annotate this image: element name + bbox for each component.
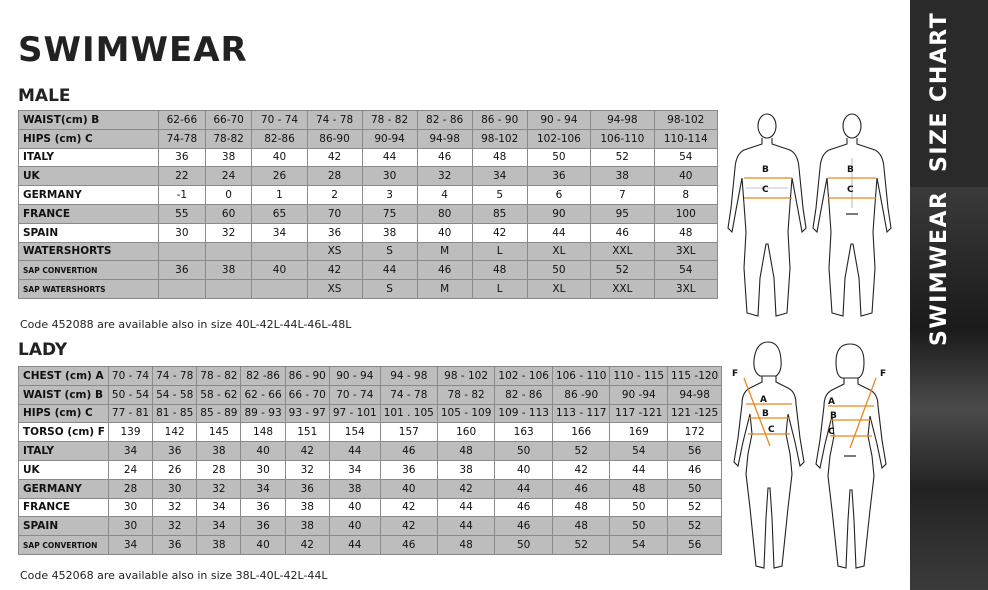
lady-table-cell: 97 - 101 bbox=[329, 404, 380, 423]
lady-table-cell: 42 bbox=[437, 479, 495, 498]
lady-table-row bbox=[19, 460, 722, 479]
lady-table-cell: 105 - 109 bbox=[437, 404, 495, 423]
lady-table-cell: 154 bbox=[329, 423, 380, 442]
lady-front-figure bbox=[734, 342, 804, 568]
male-table-cell: XS bbox=[307, 280, 362, 299]
male-table-cell: 46 bbox=[417, 261, 472, 280]
lady-table-cell: 46 bbox=[668, 460, 722, 479]
male-table-cell: 98-102 bbox=[654, 111, 717, 130]
lady-table-row bbox=[19, 498, 722, 517]
lady-row-label: SAP CONVERTION bbox=[19, 536, 109, 555]
male-table-cell bbox=[205, 280, 252, 299]
lady-row-label: WAIST (cm) B bbox=[19, 385, 109, 404]
lady-table-cell: 89 - 93 bbox=[241, 404, 285, 423]
lady-table-cell: 38 bbox=[285, 498, 329, 517]
male-table-cell: 90-94 bbox=[362, 129, 417, 148]
male-table-cell: 65 bbox=[252, 204, 307, 223]
male-table-cell: XL bbox=[527, 242, 590, 261]
male-row-label: WATERSHORTS bbox=[19, 242, 159, 261]
male-table-cell: 8 bbox=[654, 186, 717, 205]
side-label-size-chart: SIZE CHART bbox=[927, 11, 952, 172]
lady-table-cell: 54 bbox=[610, 536, 668, 555]
lady-table-cell: 44 bbox=[495, 479, 553, 498]
male-table-row bbox=[19, 280, 718, 299]
male-table-cell: 28 bbox=[307, 167, 362, 186]
male-table-cell: L bbox=[472, 280, 527, 299]
lady-row-label: UK bbox=[19, 460, 109, 479]
lady-table-cell: 32 bbox=[285, 460, 329, 479]
lady-table-cell: 40 bbox=[241, 536, 285, 555]
lady-table-cell: 151 bbox=[285, 423, 329, 442]
lady-table-cell: 46 bbox=[495, 517, 553, 536]
male-table-cell: 85 bbox=[472, 204, 527, 223]
lady-table-cell: 44 bbox=[437, 517, 495, 536]
lady-table-row bbox=[19, 479, 722, 498]
lady-table-cell: 48 bbox=[610, 479, 668, 498]
lady-table-cell: 70 - 74 bbox=[108, 367, 152, 386]
lady-table-cell: 74 - 78 bbox=[153, 367, 197, 386]
male-table-cell: XXL bbox=[591, 280, 654, 299]
male-table-cell: 48 bbox=[472, 148, 527, 167]
male-table-row bbox=[19, 167, 718, 186]
lady-table-cell: 32 bbox=[153, 517, 197, 536]
lady-table-cell: 34 bbox=[241, 479, 285, 498]
page-title: SWIMWEAR bbox=[18, 30, 248, 70]
lady-table-cell: 78 - 82 bbox=[437, 385, 495, 404]
male-table-cell bbox=[205, 242, 252, 261]
lady-table-cell: 42 bbox=[285, 536, 329, 555]
lady-table-cell: 90 - 94 bbox=[329, 367, 380, 386]
male-row-label: HIPS (cm) C bbox=[19, 129, 159, 148]
lady-table-row bbox=[19, 442, 722, 461]
lady-table-cell: 142 bbox=[153, 423, 197, 442]
lady-table-cell: 56 bbox=[668, 442, 722, 461]
male-table-cell: XS bbox=[307, 242, 362, 261]
male-table-cell: 38 bbox=[205, 261, 252, 280]
male-table-cell: 95 bbox=[591, 204, 654, 223]
lady-table-cell: 145 bbox=[197, 423, 241, 442]
male-section-title: MALE bbox=[18, 86, 71, 106]
lady-table-cell: 70 - 74 bbox=[329, 385, 380, 404]
lady-table-cell: 32 bbox=[153, 498, 197, 517]
male-table-cell: 34 bbox=[252, 223, 307, 242]
lady-table-cell: 34 bbox=[197, 517, 241, 536]
male-table-cell: 62-66 bbox=[159, 111, 206, 130]
male-table-cell: 74 - 78 bbox=[307, 111, 362, 130]
lady-table-cell: 38 bbox=[197, 442, 241, 461]
male-table-cell: 55 bbox=[159, 204, 206, 223]
male-table-row bbox=[19, 129, 718, 148]
male-row-label: ITALY bbox=[19, 148, 159, 167]
male-table-row bbox=[19, 148, 718, 167]
lady-front-label-b: B bbox=[762, 409, 769, 419]
male-table-cell: M bbox=[417, 242, 472, 261]
male-table-cell: XXL bbox=[591, 242, 654, 261]
lady-table-cell: 148 bbox=[241, 423, 285, 442]
male-table-row bbox=[19, 204, 718, 223]
male-table-cell: 36 bbox=[159, 261, 206, 280]
male-table-cell: 1 bbox=[252, 186, 307, 205]
lady-table-cell: 36 bbox=[285, 479, 329, 498]
lady-back-label-c: C bbox=[828, 427, 835, 437]
lady-table-cell: 36 bbox=[153, 442, 197, 461]
male-table-cell: 40 bbox=[252, 148, 307, 167]
male-table-cell: 3XL bbox=[654, 280, 717, 299]
lady-table-cell: 28 bbox=[197, 460, 241, 479]
male-table-cell: 80 bbox=[417, 204, 472, 223]
lady-table-cell: 40 bbox=[241, 442, 285, 461]
lady-table-cell: 40 bbox=[329, 498, 380, 517]
lady-table-cell: 42 bbox=[285, 442, 329, 461]
male-table-cell: 36 bbox=[159, 148, 206, 167]
male-table-row bbox=[19, 261, 718, 280]
male-table-cell: 44 bbox=[362, 148, 417, 167]
male-table-cell: 54 bbox=[654, 148, 717, 167]
lady-table-cell: 86 - 90 bbox=[285, 367, 329, 386]
lady-table-cell: 94 - 98 bbox=[380, 367, 437, 386]
lady-table-cell: 30 bbox=[241, 460, 285, 479]
lady-table-cell: 46 bbox=[495, 498, 553, 517]
male-table-cell: 2 bbox=[307, 186, 362, 205]
lady-table-cell: 94-98 bbox=[668, 385, 722, 404]
male-back-label-b: B bbox=[847, 165, 854, 175]
lady-table-cell: 28 bbox=[108, 479, 152, 498]
male-table-cell: 94-98 bbox=[417, 129, 472, 148]
male-back-figure bbox=[813, 114, 891, 316]
male-row-label: SPAIN bbox=[19, 223, 159, 242]
male-table-cell: 82-86 bbox=[252, 129, 307, 148]
lady-table-cell: 30 bbox=[108, 517, 152, 536]
lady-table-cell: 81 - 85 bbox=[153, 404, 197, 423]
lady-table-cell: 66 - 70 bbox=[285, 385, 329, 404]
lady-table-cell: 46 bbox=[380, 536, 437, 555]
lady-table-cell: 50 bbox=[668, 479, 722, 498]
male-table-cell: 86-90 bbox=[307, 129, 362, 148]
lady-back-figure bbox=[816, 344, 886, 568]
lady-table-cell: 77 - 81 bbox=[108, 404, 152, 423]
lady-table-cell: 58 - 62 bbox=[197, 385, 241, 404]
male-table-cell: 44 bbox=[527, 223, 590, 242]
male-table-row bbox=[19, 242, 718, 261]
male-table-row bbox=[19, 223, 718, 242]
lady-table-cell: 52 bbox=[552, 442, 610, 461]
lady-table-row bbox=[19, 404, 722, 423]
lady-table-cell: 44 bbox=[437, 498, 495, 517]
lady-table-cell: 163 bbox=[495, 423, 553, 442]
lady-table-cell: 74 - 78 bbox=[380, 385, 437, 404]
lady-table-cell: 40 bbox=[495, 460, 553, 479]
lady-table-cell: 36 bbox=[241, 517, 285, 536]
male-table-cell: 32 bbox=[417, 167, 472, 186]
lady-table-cell: 98 - 102 bbox=[437, 367, 495, 386]
male-table-cell: 102-106 bbox=[527, 129, 590, 148]
lady-table-row bbox=[19, 367, 722, 386]
lady-front-label-c: C bbox=[768, 425, 775, 435]
lady-table-cell: 50 bbox=[495, 536, 553, 555]
lady-table-cell: 48 bbox=[437, 442, 495, 461]
male-table-cell: 3 bbox=[362, 186, 417, 205]
male-table-cell: 40 bbox=[417, 223, 472, 242]
male-table-cell: 38 bbox=[205, 148, 252, 167]
male-row-label: UK bbox=[19, 167, 159, 186]
lady-table-cell: 52 bbox=[668, 498, 722, 517]
male-table-row bbox=[19, 186, 718, 205]
lady-table-cell: 24 bbox=[108, 460, 152, 479]
male-row-label: GERMANY bbox=[19, 186, 159, 205]
lady-body-diagram bbox=[726, 338, 902, 574]
lady-row-label: ITALY bbox=[19, 442, 109, 461]
lady-table-cell: 106 - 110 bbox=[552, 367, 610, 386]
lady-table-cell: 44 bbox=[610, 460, 668, 479]
lady-table-cell: 32 bbox=[197, 479, 241, 498]
lady-row-label: GERMANY bbox=[19, 479, 109, 498]
male-table-cell: 3XL bbox=[654, 242, 717, 261]
lady-table-cell: 50 bbox=[495, 442, 553, 461]
male-table-cell: 5 bbox=[472, 186, 527, 205]
lady-table-cell: 82 -86 bbox=[241, 367, 285, 386]
lady-table-cell: 56 bbox=[668, 536, 722, 555]
male-table-cell: 70 bbox=[307, 204, 362, 223]
lady-table-cell: 30 bbox=[108, 498, 152, 517]
male-table-cell bbox=[252, 280, 307, 299]
male-table-cell bbox=[159, 280, 206, 299]
male-table-cell: 6 bbox=[527, 186, 590, 205]
lady-table-cell: 117 -121 bbox=[610, 404, 668, 423]
male-table-cell: S bbox=[362, 280, 417, 299]
male-front-figure bbox=[728, 114, 806, 316]
lady-table-cell: 50 bbox=[610, 517, 668, 536]
male-table-cell: 22 bbox=[159, 167, 206, 186]
lady-table-row bbox=[19, 385, 722, 404]
male-table-cell: 78 - 82 bbox=[362, 111, 417, 130]
lady-table-cell: 34 bbox=[108, 536, 152, 555]
male-table-cell: 94-98 bbox=[591, 111, 654, 130]
male-table-cell: 66-70 bbox=[205, 111, 252, 130]
male-table-cell: 4 bbox=[417, 186, 472, 205]
lady-row-label: HIPS (cm) C bbox=[19, 404, 109, 423]
lady-table-cell: 34 bbox=[108, 442, 152, 461]
male-row-label: SAP WATERSHORTS bbox=[19, 280, 159, 299]
lady-table-cell: 46 bbox=[380, 442, 437, 461]
male-table-cell: 46 bbox=[591, 223, 654, 242]
lady-table-cell: 166 bbox=[552, 423, 610, 442]
male-table-cell: -1 bbox=[159, 186, 206, 205]
male-table-cell: 46 bbox=[417, 148, 472, 167]
lady-row-label: SPAIN bbox=[19, 517, 109, 536]
lady-table-cell: 52 bbox=[552, 536, 610, 555]
lady-table-cell: 93 - 97 bbox=[285, 404, 329, 423]
male-table-cell: 98-102 bbox=[472, 129, 527, 148]
male-table-cell: 44 bbox=[362, 261, 417, 280]
male-size-table bbox=[18, 110, 718, 299]
male-table-cell: 90 - 94 bbox=[527, 111, 590, 130]
lady-row-label: CHEST (cm) A bbox=[19, 367, 109, 386]
male-table-cell: 74-78 bbox=[159, 129, 206, 148]
male-table-cell: 54 bbox=[654, 261, 717, 280]
male-table-cell: 48 bbox=[472, 261, 527, 280]
lady-table-cell: 139 bbox=[108, 423, 152, 442]
lady-table-cell: 38 bbox=[285, 517, 329, 536]
male-table-cell: 110-114 bbox=[654, 129, 717, 148]
lady-table-cell: 48 bbox=[552, 517, 610, 536]
lady-row-label: FRANCE bbox=[19, 498, 109, 517]
lady-table-cell: 44 bbox=[329, 536, 380, 555]
male-table-cell: M bbox=[417, 280, 472, 299]
male-row-label: WAIST(cm) B bbox=[19, 111, 159, 130]
male-table-cell: 32 bbox=[205, 223, 252, 242]
male-table-cell: XL bbox=[527, 280, 590, 299]
lady-back-label-b: B bbox=[830, 411, 837, 421]
male-table-cell: 100 bbox=[654, 204, 717, 223]
lady-table-cell: 109 - 113 bbox=[495, 404, 553, 423]
male-table-cell: 42 bbox=[307, 261, 362, 280]
male-row-label: FRANCE bbox=[19, 204, 159, 223]
male-table-cell: L bbox=[472, 242, 527, 261]
lady-table-cell: 78 - 82 bbox=[197, 367, 241, 386]
lady-table-cell: 110 - 115 bbox=[610, 367, 668, 386]
lady-table-cell: 40 bbox=[380, 479, 437, 498]
male-body-diagram bbox=[722, 108, 902, 320]
male-table-row bbox=[19, 111, 718, 130]
male-table-cell bbox=[159, 242, 206, 261]
lady-front-label-f: F bbox=[732, 369, 739, 379]
male-table-cell bbox=[252, 242, 307, 261]
lady-table-cell: 102 - 106 bbox=[495, 367, 553, 386]
male-table-cell: 38 bbox=[362, 223, 417, 242]
lady-table-cell: 113 - 117 bbox=[552, 404, 610, 423]
male-table-cell: 86 - 90 bbox=[472, 111, 527, 130]
side-label-swimwear: SWIMWEAR bbox=[927, 190, 952, 346]
lady-table-cell: 160 bbox=[437, 423, 495, 442]
lady-table-cell: 36 bbox=[380, 460, 437, 479]
lady-table-row bbox=[19, 536, 722, 555]
lady-table-row bbox=[19, 423, 722, 442]
male-front-label-c: C bbox=[762, 185, 769, 195]
male-table-cell: S bbox=[362, 242, 417, 261]
lady-table-cell: 90 -94 bbox=[610, 385, 668, 404]
lady-table-cell: 85 - 89 bbox=[197, 404, 241, 423]
male-back-label-c: C bbox=[847, 185, 854, 195]
lady-table-cell: 42 bbox=[552, 460, 610, 479]
male-table-cell: 30 bbox=[362, 167, 417, 186]
male-table-cell: 30 bbox=[159, 223, 206, 242]
lady-table-cell: 40 bbox=[329, 517, 380, 536]
lady-row-label: TORSO (cm) F bbox=[19, 423, 109, 442]
lady-section-title: LADY bbox=[18, 340, 68, 360]
lady-table-cell: 172 bbox=[668, 423, 722, 442]
lady-table-cell: 62 - 66 bbox=[241, 385, 285, 404]
male-table-cell: 50 bbox=[527, 261, 590, 280]
male-table-cell: 36 bbox=[527, 167, 590, 186]
lady-table-cell: 54 bbox=[610, 442, 668, 461]
lady-table-cell: 82 - 86 bbox=[495, 385, 553, 404]
lady-table-cell: 42 bbox=[380, 517, 437, 536]
lady-table-cell: 50 - 54 bbox=[108, 385, 152, 404]
lady-table-cell: 30 bbox=[153, 479, 197, 498]
lady-table-cell: 36 bbox=[153, 536, 197, 555]
male-table-cell: 50 bbox=[527, 148, 590, 167]
lady-table-cell: 86 -90 bbox=[552, 385, 610, 404]
male-table-cell: 24 bbox=[205, 167, 252, 186]
male-table-cell: 82 - 86 bbox=[417, 111, 472, 130]
male-table-cell: 40 bbox=[654, 167, 717, 186]
lady-table-cell: 38 bbox=[329, 479, 380, 498]
lady-table-cell: 48 bbox=[552, 498, 610, 517]
male-table-cell: 48 bbox=[654, 223, 717, 242]
lady-size-table bbox=[18, 366, 722, 555]
lady-table-cell: 42 bbox=[380, 498, 437, 517]
lady-table-cell: 169 bbox=[610, 423, 668, 442]
male-table-cell: 26 bbox=[252, 167, 307, 186]
lady-table-cell: 52 bbox=[668, 517, 722, 536]
male-table-cell: 7 bbox=[591, 186, 654, 205]
male-row-label: SAP CONVERTION bbox=[19, 261, 159, 280]
lady-table-cell: 50 bbox=[610, 498, 668, 517]
male-availability-note: Code 452088 are available also in size 40L-42L-44L-46L-48L bbox=[20, 318, 352, 331]
lady-table-cell: 48 bbox=[437, 536, 495, 555]
male-table-cell: 38 bbox=[591, 167, 654, 186]
male-table-cell: 42 bbox=[472, 223, 527, 242]
male-table-cell: 60 bbox=[205, 204, 252, 223]
male-table-cell: 70 - 74 bbox=[252, 111, 307, 130]
lady-table-cell: 46 bbox=[552, 479, 610, 498]
lady-table-row bbox=[19, 517, 722, 536]
male-table-cell: 0 bbox=[205, 186, 252, 205]
lady-back-label-a: A bbox=[828, 397, 835, 407]
lady-table-cell: 157 bbox=[380, 423, 437, 442]
lady-table-cell: 26 bbox=[153, 460, 197, 479]
lady-table-cell: 34 bbox=[329, 460, 380, 479]
lady-table-cell: 44 bbox=[329, 442, 380, 461]
lady-table-cell: 34 bbox=[197, 498, 241, 517]
lady-table-cell: 115 -120 bbox=[668, 367, 722, 386]
lady-back-label-f: F bbox=[880, 369, 887, 379]
lady-availability-note: Code 452068 are available also in size 38L-40L-42L-44L bbox=[20, 569, 328, 582]
lady-table-cell: 121 -125 bbox=[668, 404, 722, 423]
male-table-cell: 36 bbox=[307, 223, 362, 242]
lady-table-cell: 38 bbox=[197, 536, 241, 555]
male-table-cell: 42 bbox=[307, 148, 362, 167]
lady-table-cell: 54 - 58 bbox=[153, 385, 197, 404]
male-table-cell: 75 bbox=[362, 204, 417, 223]
male-table-cell: 78-82 bbox=[205, 129, 252, 148]
male-table-cell: 40 bbox=[252, 261, 307, 280]
male-table-cell: 90 bbox=[527, 204, 590, 223]
male-table-cell: 52 bbox=[591, 148, 654, 167]
male-table-cell: 52 bbox=[591, 261, 654, 280]
lady-front-label-a: A bbox=[760, 395, 767, 405]
lady-table-cell: 36 bbox=[241, 498, 285, 517]
male-table-cell: 106-110 bbox=[591, 129, 654, 148]
male-table-cell: 34 bbox=[472, 167, 527, 186]
lady-table-cell: 38 bbox=[437, 460, 495, 479]
lady-table-cell: 101 . 105 bbox=[380, 404, 437, 423]
male-front-label-b: B bbox=[762, 165, 769, 175]
